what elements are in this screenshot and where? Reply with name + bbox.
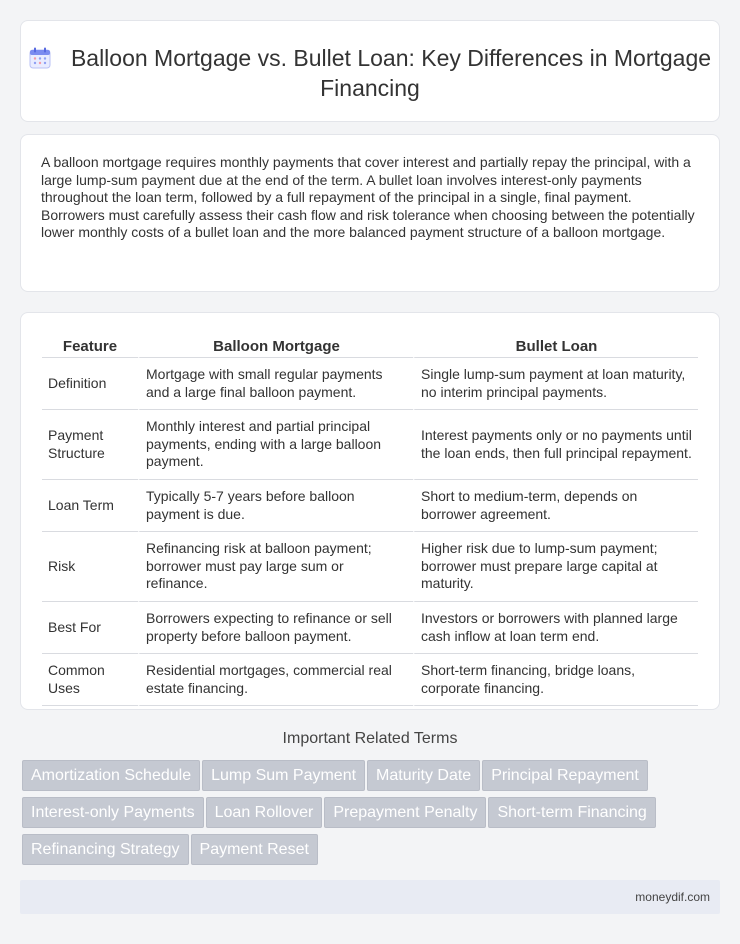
- header-balloon-mortgage: Balloon Mortgage: [138, 333, 413, 358]
- cell-balloon: Residential mortgages, commercial real estate financing.: [138, 654, 413, 706]
- related-term-tag[interactable]: Short-term Financing: [488, 797, 655, 828]
- table-row: [42, 410, 698, 480]
- cell-feature: Loan Term: [42, 480, 138, 532]
- related-terms-list: [22, 760, 722, 871]
- related-terms-heading: Important Related Terms: [282, 730, 458, 747]
- cell-bullet: Interest payments only or no payments until the loan ends, then full principal repayment.: [413, 410, 698, 480]
- header-bullet-loan: Bullet Loan: [413, 333, 698, 358]
- cell-bullet: Short-term financing, bridge loans, corporate financing.: [413, 654, 698, 706]
- related-term-tag[interactable]: Refinancing Strategy: [22, 834, 189, 865]
- intro-card: [20, 134, 720, 292]
- related-term-tag[interactable]: Loan Rollover: [206, 797, 323, 828]
- related-term-tag[interactable]: Payment Reset: [191, 834, 318, 865]
- cell-bullet: Higher risk due to lump-sum payment; borrower must prepare large capital at maturity.: [413, 532, 698, 602]
- table-row: [42, 654, 698, 706]
- related-term-tag[interactable]: Principal Repayment: [482, 760, 648, 791]
- footer-bar: [20, 880, 720, 914]
- cell-bullet: Single lump-sum payment at loan maturity, no interim principal payments.: [413, 358, 698, 410]
- footer-site-link[interactable]: moneydif.com: [635, 890, 710, 904]
- cell-balloon: Refinancing risk at balloon payment; borrower must pay large sum or refinance.: [138, 532, 413, 602]
- cell-balloon: Borrowers expecting to refinance or sell property before balloon payment.: [138, 602, 413, 654]
- comparison-table: [42, 333, 698, 706]
- cell-feature: Definition: [42, 358, 138, 410]
- cell-feature: Best For: [42, 602, 138, 654]
- intro-paragraph: A balloon mortgage requires monthly payments that cover interest and partially repay the principal, with a large lump-sum payment due at the end of the term. A bullet loan involves interest-only payments throughout the loan term, followed by a full repayment of the principal in a single, final payment. Borrowers must carefully assess their cash flow and risk tolerance when choosing between the potentially lower monthly costs of a bullet loan and the more balanced payment structure of a balloon mortgage.: [41, 154, 695, 241]
- cell-feature: Payment Structure: [42, 410, 138, 480]
- cell-bullet: Short to medium-term, depends on borrower agreement.: [413, 480, 698, 532]
- cell-bullet: Investors or borrowers with planned large cash inflow at loan term end.: [413, 602, 698, 654]
- related-term-tag[interactable]: Prepayment Penalty: [324, 797, 486, 828]
- cell-balloon: Monthly interest and partial principal payments, ending with a large balloon payment.: [138, 410, 413, 480]
- comparison-table-card: [20, 312, 720, 710]
- cell-balloon: Mortgage with small regular payments and a large final balloon payment.: [138, 358, 413, 410]
- table-row: [42, 480, 698, 532]
- cell-feature: Risk: [42, 532, 138, 602]
- related-term-tag[interactable]: Maturity Date: [367, 760, 480, 791]
- page-title: Balloon Mortgage vs. Bullet Loan: Key Differences in Mortgage Financing: [70, 45, 712, 101]
- calendar-icon: [29, 47, 51, 69]
- related-term-tag[interactable]: Interest-only Payments: [22, 797, 204, 828]
- cell-balloon: Typically 5-7 years before balloon payment is due.: [138, 480, 413, 532]
- header-feature: Feature: [42, 333, 138, 358]
- table-row: [42, 358, 698, 410]
- related-term-tag[interactable]: Amortization Schedule: [22, 760, 200, 791]
- table-row: [42, 532, 698, 602]
- table-header-row: [42, 333, 698, 358]
- title-card: [20, 20, 720, 122]
- table-row: [42, 602, 698, 654]
- related-term-tag[interactable]: Lump Sum Payment: [202, 760, 365, 791]
- page-title-wrap: [21, 43, 719, 103]
- cell-feature: Common Uses: [42, 654, 138, 706]
